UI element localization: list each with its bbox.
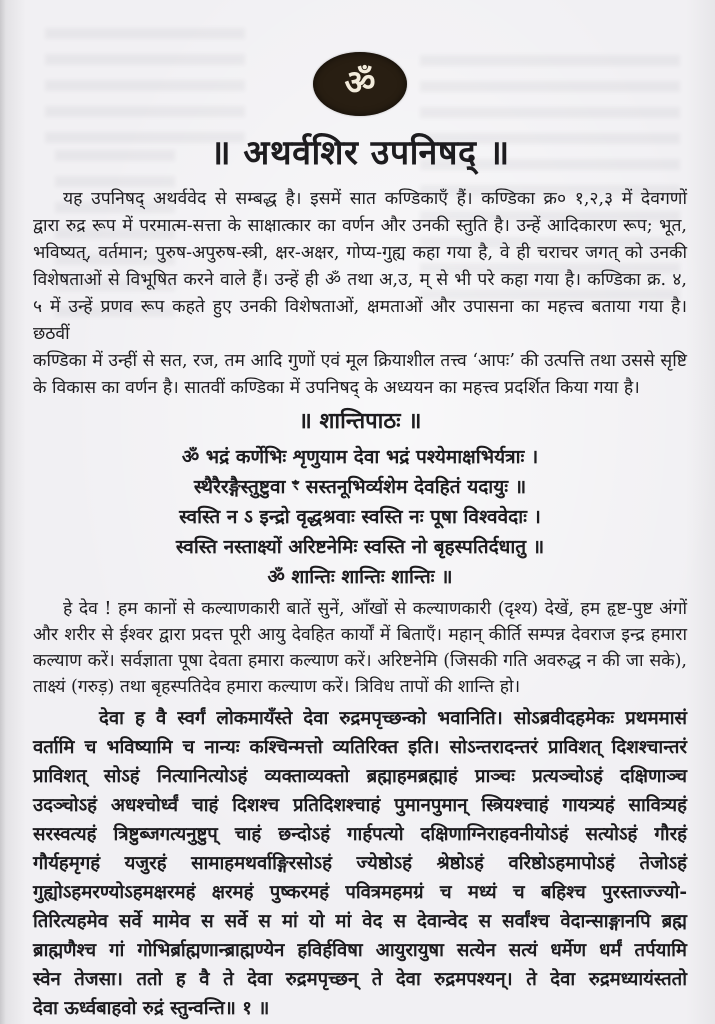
text-line: के विकास का वर्णन है। सातवीं कण्डिका में उपनिषद् के अध्ययन का महत्त्व प्रदर्शित किया गया है।: [33, 378, 640, 398]
text-line: वर्तामि च भविष्यामि च नान्यः कश्चिन्मत्तो व्यतिरिक्त इति। सोऽन्तरादन्तरं प्राविशत् दिशश्चान्तरं: [33, 737, 687, 758]
text-line: यह उपनिषद् अथर्ववेद से सम्बद्ध है। इसमें सात कण्डिकाएँ हैं। कण्डिका क्र० १,२,३ में देवगणों: [63, 189, 687, 209]
text-line: स्थैरैरङ्गैस्तुष्टुवा ꣳ सस्तनूभिर्व्यशेम देवहितं यदायुः ॥: [193, 476, 527, 498]
text-line: ब्राह्मणैश्च गां गोभिर्ब्राह्मणान्ब्राह्मण्येन हविर्हविषा आयुरायुषा सत्येन सत्यं धर्मेण धर्मं तर्पयामि: [33, 940, 687, 961]
text-line: सरस्वत्यहं त्रिष्टुब्जगत्यनुष्टुप् चाहं छन्दोऽहं गार्हपत्यो दक्षिणाग्निराहवनीयोऽहं सत्योऽहं गौरहं: [33, 824, 687, 845]
text-line: गौर्यहमृगहं यजुरहं सामाहमथर्वाङ्गिरसोऽहं ज्येष्ठोऽहं श्रेष्ठोऽहं वरिष्ठोऽहमापोऽहं तेजोऽहं: [33, 853, 687, 874]
text-line: तिरित्यहमेव सर्वे मामेव स सर्वे स मां यो मां वेद स देवान्वेद स सर्वांश्च वेदान्साङ्गानपि ब्रह्म: [33, 911, 687, 932]
text-line: भविष्यत्, वर्तमान; पुरुष-अपुरुष-स्त्री, क्षर-अक्षर, गोप्य-गुह्य कहा गया है, वे ही चराचर जगत् को उनकी: [33, 243, 687, 263]
text-line: उदञ्चोऽहं अधश्चोर्ध्वं चाहं दिशश्च प्रतिदिशश्चाहं पुमानपुमान् स्त्रियश्चाहं गायत्र्यहं सावित्र्यहं: [33, 795, 687, 816]
text-line: ताक्ष्यं (गरुड़) तथा बृहस्पतिदेव हमारा कल्याण करें। त्रिविध तापों की शान्ति हो।: [33, 677, 521, 697]
text-line: कल्याण करें। सर्वज्ञाता पूषा देवता हमारा कल्याण करें। अरिष्टनेमि (जिसकी गति अवरुद्ध न की जा सके),: [33, 651, 687, 671]
main-sanskrit-paragraph: [33, 704, 687, 1023]
shanti-verses: [33, 442, 687, 592]
page-title: ॥ अथर्वशिर उपनिषद् ॥: [210, 133, 510, 173]
om-symbol-badge: [313, 52, 407, 116]
text-line: प्राविशत् सोऽहं नित्यानित्योऽहं व्यक्ताव्यक्तो ब्रह्माहमब्रह्माहं प्राञ्चः प्रत्यञ्चोऽहं दक्षिणाञ्च: [33, 766, 687, 787]
bleed-through-ghost: [45, 28, 245, 148]
text-line: देवा ह वै स्वर्गं लोकमायँस्ते देवा रुद्रमपृच्छन्को भवानिति। सोऽब्रवीदहमेकः प्रथममासं: [99, 708, 687, 729]
intro-paragraph: [33, 186, 687, 402]
text-line: स्वस्ति नस्ताक्ष्यों अरिष्टनेमिः स्वस्ति नो बृहस्पतिर्दधातु ॥: [175, 536, 545, 558]
text-line: द्वारा रुद्र रूप में परमात्म-सत्ता के साक्षात्कार का वर्णन और उनकी स्तुति है। उन्हें आदिकारण रूप; भूत,: [33, 216, 687, 236]
text-line: और शरीर से ईश्वर द्वारा प्रदत्त पूरी आयु देवहित कार्यों में बिताएँ। महान् कीर्ति सम्पन्न देवराज इन्द्र हमारा: [33, 625, 687, 645]
text-line: कण्डिका में उन्हीं से सत, रज, तम आदि गुणों एवं मूल क्रियाशील तत्त्व ‘आपः’ की उत्पत्ति तथा उससे सृष्टि: [33, 351, 687, 371]
text-line: स्वस्ति न ऽ इन्द्रो वृद्धश्रवाः स्वस्ति नः पूषा विश्ववेदाः ।: [179, 506, 541, 528]
text-line: गुह्योऽहमरण्योऽहमक्षरमहं क्षरमहं पुष्करमहं पवित्रमहमग्रं च मध्यं च बहिश्च पुरस्ताज्ज्यो-: [33, 882, 687, 903]
text-line: विशेषताओं से विभूषित करने वाले हैं। उन्हें ही ॐ तथा अ,उ, म् से भी परे कहा गया है। कण्डिका क्र. ४,: [33, 270, 687, 290]
text-line: देवा ऊर्ध्वबाहवो रुद्रं स्तुन्वन्ति॥ १ ॥: [33, 998, 270, 1019]
text-line: ॐ शान्तिः शान्तिः शान्तिः ॥: [267, 566, 453, 588]
text-line: ५ में उन्हें प्रणव रूप कहते हुए उनकी विशेषताओं, क्षमताओं और उपासना का महत्त्व बताया गया है। छठवीं: [33, 297, 687, 344]
translation-paragraph: [33, 596, 687, 700]
om-icon: ॐ: [344, 63, 376, 103]
shantipath-heading: ॥ शान्तिपाठः ॥: [298, 408, 422, 434]
text-line: ॐ भद्रं कर्णेभिः शृणुयाम देवा भद्रं पश्येमाक्षभिर्यत्राः ।: [181, 446, 539, 468]
text-line: हे देव ! हम कानों से कल्याणकारी बातें सुनें, आँखों से कल्याणकारी (दृश्य) देखें, हम हृष्ट-पुष्ट अंगों: [63, 599, 687, 619]
text-line: स्वेन तेजसा। ततो ह वै ते देवा रुद्रमपृच्छन् ते देवा रुद्रमपश्यन्। ते देवा रुद्रमध्यायंस्ततो: [33, 969, 687, 990]
